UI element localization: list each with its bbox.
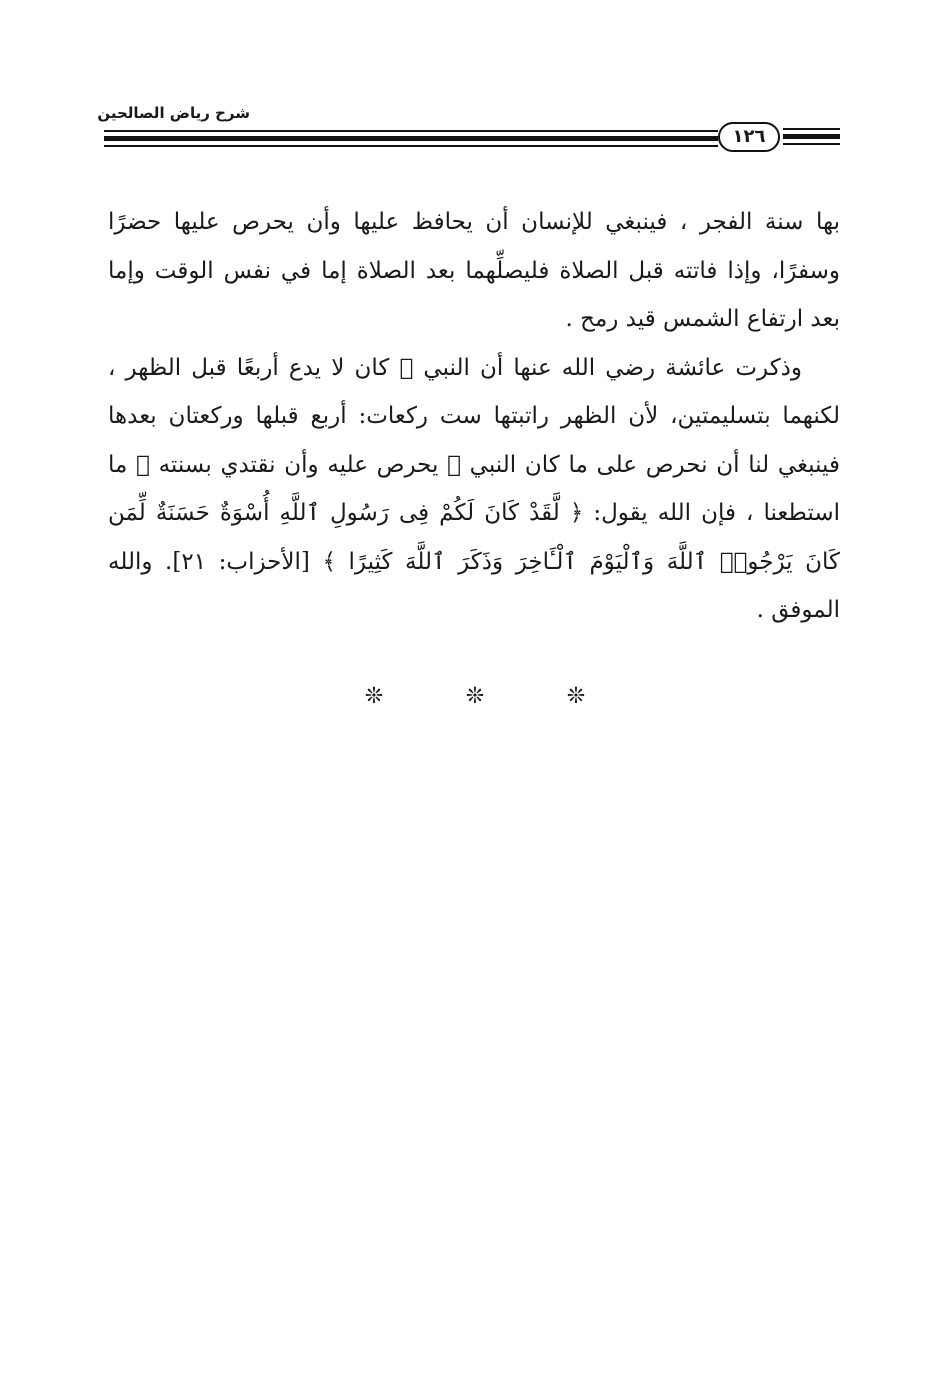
header-rule-right-thick	[783, 134, 840, 139]
body-text	[108, 198, 840, 635]
running-title: شرح رياض الصالحين	[97, 104, 250, 122]
separator-mark: ❊	[465, 684, 485, 709]
header-rule-right-thin-top	[783, 128, 840, 130]
page-header	[0, 0, 950, 160]
section-separator	[360, 684, 590, 709]
paragraph-1: بها سنة الفجر ، فينبغي للإنسان أن يحافظ عليها وأن يحرص عليها حضرًا وسفرًا، وإذا فاتته قبل الصلاة فليصلِّهما بعد الصلاة إما في نفس الوقت وإما بعد ارتفاع الشمس قيد رمح .	[108, 209, 840, 332]
header-rule-thick	[104, 136, 718, 141]
separator-mark: ❊	[566, 684, 586, 709]
separator-mark: ❊	[364, 684, 384, 709]
header-rule-right-thin-bottom	[783, 143, 840, 145]
paragraph-2: وذكرت عائشة رضي الله عنها أن النبي ﷺ كان لا يدع أربعًا قبل الظهر ، لكنهما بتسليمتين، لأن الظهر راتبتها ست ركعات: أربع قبلها وركعتان بعدها فينبغي لنا أن نحرص على ما كان النبي ﷺ يحرص عليه وأن نقتدي بسنته ﷺ ما استطعنا ، فإن الله يقول: ﴿ لَّقَدْ كَانَ لَكُمْ فِى رَسُولِ ٱللَّهِ أُسْوَةٌ حَسَنَةٌ لِّمَن كَانَ يَرْجُوا۟ ٱللَّهَ وَٱلْيَوْمَ ٱلْـَٔاخِرَ وَذَكَرَ ٱللَّهَ كَثِيرًا ﴾ [الأحزاب: ٢١]. والله الموفق .	[108, 354, 840, 623]
header-rule-thin-bottom	[104, 145, 718, 147]
header-rule-thin-top	[104, 130, 718, 132]
page-number: ١٢٦	[718, 122, 780, 152]
